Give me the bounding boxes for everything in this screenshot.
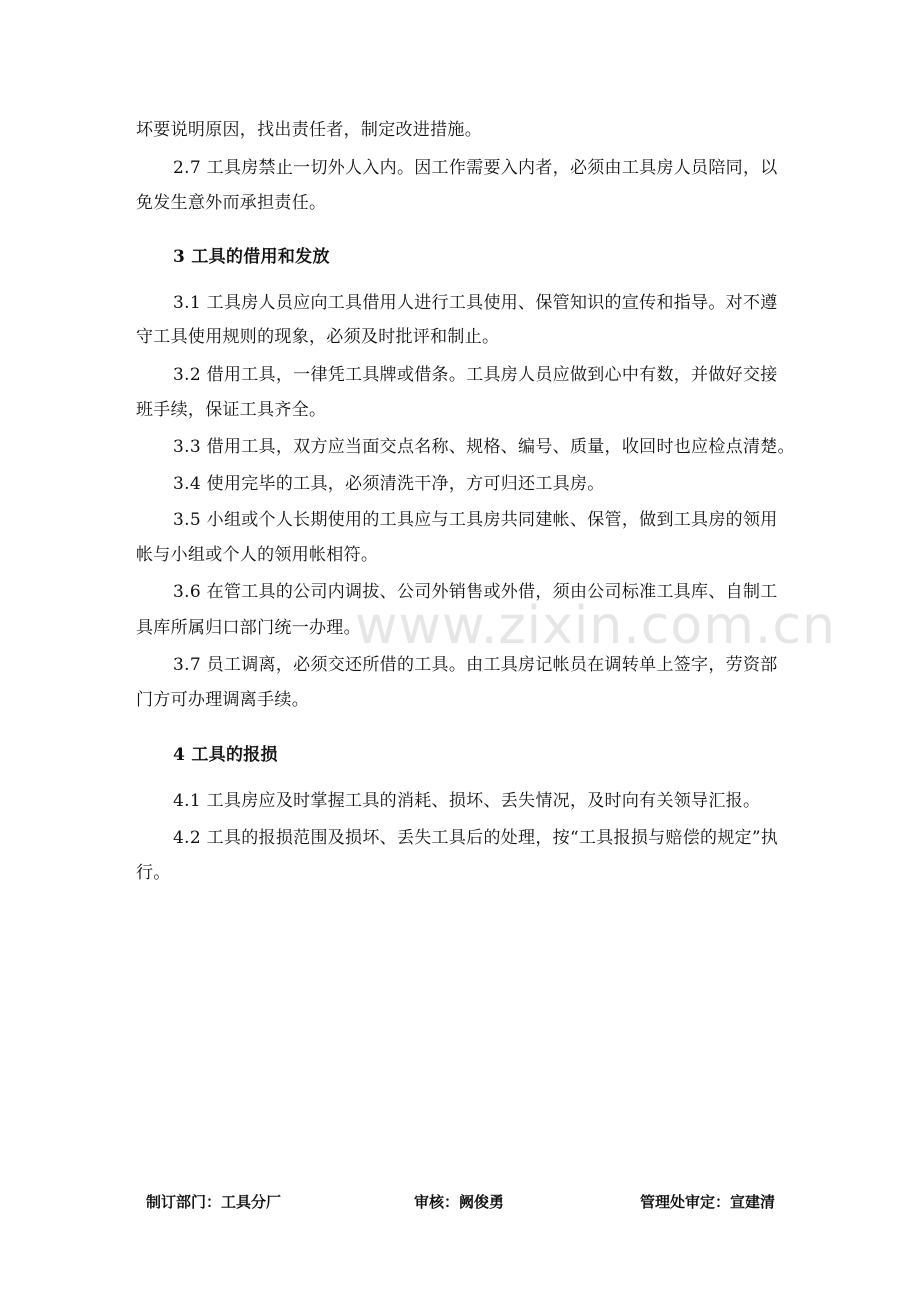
paragraph-3-7-line-1: 3.7 员工调离，必须交还所借的工具。由工具房记帐员在调转单上签字，劳资部 xyxy=(173,655,778,675)
paragraph-2-7-line-2: 免发生意外而承担责任。 xyxy=(136,193,327,213)
watermark: www.zixin.com.cn xyxy=(355,596,836,656)
paragraph-3-1-line-1: 3.1 工具房人员应向工具借用人进行工具使用、保管知识的宣传和指导。对不遵 xyxy=(173,293,778,313)
section-heading-4: 4 工具的报损 xyxy=(173,745,278,765)
paragraph-3-4: 3.4 使用完毕的工具，必须清洗干净，方可归还工具房。 xyxy=(173,474,605,494)
footer-reviewer: 审核：阙俊勇 xyxy=(414,1193,505,1211)
paragraph-3-5-line-1: 3.5 小组或个人长期使用的工具应与工具房共同建帐、保管，做到工具房的领用 xyxy=(173,510,778,530)
paragraph-4-1: 4.1 工具房应及时掌握工具的消耗、损坏、丢失情况，及时向有关领导汇报。 xyxy=(173,791,761,811)
paragraph-3-5-line-2: 帐与小组或个人的领用帐相符。 xyxy=(136,545,379,565)
paragraph-3-2-line-1: 3.2 借用工具，一律凭工具牌或借条。工具房人员应做到心中有数，并做好交接 xyxy=(173,365,778,385)
paragraph-2-7-line-1: 2.7 工具房禁止一切外人入内。因工作需要入内者，必须由工具房人员陪同，以 xyxy=(173,158,778,178)
paragraph-3-6-line-2: 具库所属归口部门统一办理。 xyxy=(136,618,361,638)
paragraph-3-6-line-1: 3.6 在管工具的公司内调拔、公司外销售或外借，须由公司标准工具库、自制工 xyxy=(173,582,778,602)
paragraph-3-7-line-2: 门方可办理调离手续。 xyxy=(136,690,309,710)
footer-approver: 管理处审定：宣建清 xyxy=(640,1193,776,1211)
paragraph-3-1-line-2: 守工具使用规则的现象，必须及时批评和制止。 xyxy=(136,327,500,347)
paragraph-4-2-line-2: 行。 xyxy=(136,863,171,883)
paragraph-4-2-line-1: 4.2 工具的报损范围及损坏、丢失工具后的处理，按“工具报损与赔偿的规定”执 xyxy=(173,828,779,848)
section-heading-3: 3 工具的借用和发放 xyxy=(173,247,330,267)
footer-department: 制订部门：工具分厂 xyxy=(146,1193,282,1211)
paragraph-3-2-line-2: 班手续，保证工具齐全。 xyxy=(136,400,327,420)
paragraph-2-6-continued: 坏要说明原因，找出责任者，制定改进措施。 xyxy=(136,120,482,140)
paragraph-3-3: 3.3 借用工具，双方应当面交点名称、规格、编号、质量，收回时也应检点清楚。 xyxy=(173,437,795,457)
